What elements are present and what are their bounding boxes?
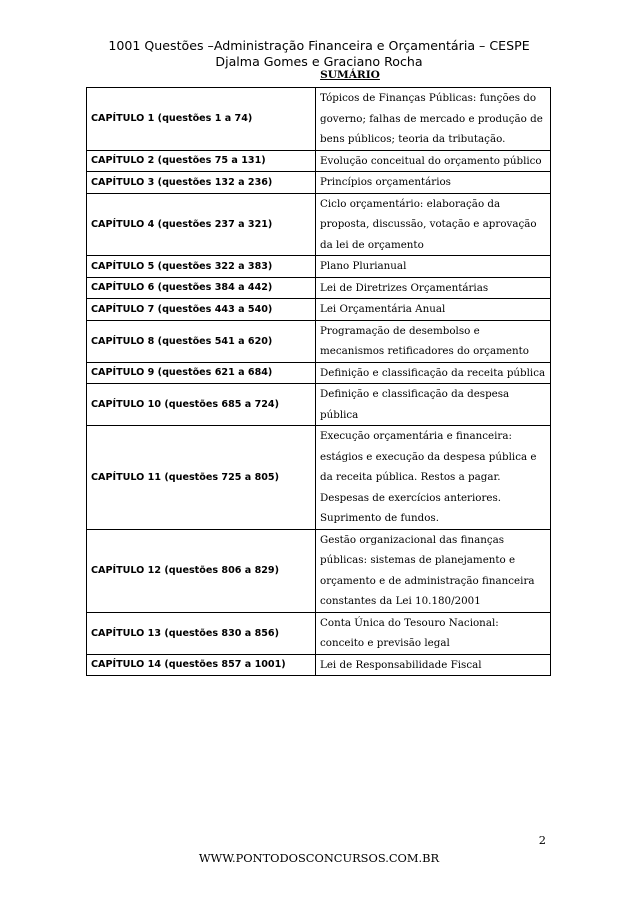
topic-cell: Conta Única do Tesouro Nacional: conceito e previsão legal xyxy=(316,612,551,654)
table-row xyxy=(87,193,551,256)
table-row xyxy=(87,529,551,612)
chapter-cell: CAPÍTULO 3 (questões 132 a 236) xyxy=(87,172,316,194)
chapter-cell: CAPÍTULO 10 (questões 685 a 724) xyxy=(87,384,316,426)
page-title: SUMÁRIO xyxy=(320,69,380,81)
topic-cell: Gestão organizacional das finanças públicas: sistemas de planejamento e orçamento e de administração financeira constantes da Lei 10.180/2001 xyxy=(316,529,551,612)
topic-cell: Lei de Diretrizes Orçamentárias xyxy=(316,277,551,299)
topic-cell: Programação de desembolso e mecanismos retificadores do orçamento xyxy=(316,320,551,362)
chapter-cell: CAPÍTULO 8 (questões 541 a 620) xyxy=(87,320,316,362)
chapter-cell: CAPÍTULO 14 (questões 857 a 1001) xyxy=(87,654,316,676)
chapter-cell: CAPÍTULO 13 (questões 830 a 856) xyxy=(87,612,316,654)
chapter-cell: CAPÍTULO 4 (questões 237 a 321) xyxy=(87,193,316,256)
chapter-cell: CAPÍTULO 6 (questões 384 a 442) xyxy=(87,277,316,299)
chapter-cell: CAPÍTULO 1 (questões 1 a 74) xyxy=(87,88,316,151)
header-line-2: Djalma Gomes e Graciano Rocha xyxy=(215,54,423,69)
topic-cell: Ciclo orçamentário: elaboração da proposta, discussão, votação e aprovação da lei de orçamento xyxy=(316,193,551,256)
table-row xyxy=(87,426,551,530)
topic-cell: Princípios orçamentários xyxy=(316,172,551,194)
topic-cell: Lei de Responsabilidade Fiscal xyxy=(316,654,551,676)
topic-cell: Tópicos de Finanças Públicas: funções do governo; falhas de mercado e produção de bens públicos; teoria da tributação. xyxy=(316,88,551,151)
table-row xyxy=(87,612,551,654)
footer-url: WWW.PONTODOSCONCURSOS.COM.BR xyxy=(198,851,440,865)
chapter-cell: CAPÍTULO 5 (questões 322 a 383) xyxy=(87,256,316,278)
table-row xyxy=(87,654,551,676)
table-row xyxy=(87,277,551,299)
page-number: 2 xyxy=(538,833,546,847)
topic-cell: Lei Orçamentária Anual xyxy=(316,299,551,321)
chapter-cell: CAPÍTULO 2 (questões 75 a 131) xyxy=(87,150,316,172)
table-row xyxy=(87,362,551,384)
topic-cell: Evolução conceitual do orçamento público xyxy=(316,150,551,172)
header-line-1: 1001 Questões –Administração Financeira e Orçamentária – CESPE xyxy=(108,38,530,53)
table-row xyxy=(87,256,551,278)
table-row xyxy=(87,150,551,172)
topic-cell: Plano Plurianual xyxy=(316,256,551,278)
table-row xyxy=(87,88,551,151)
table-row xyxy=(87,172,551,194)
table-row xyxy=(87,320,551,362)
topic-cell: Execução orçamentária e financeira: estágios e execução da despesa pública e da receita pública. Restos a pagar. Despesas de exercícios anteriores. Suprimento de fundos. xyxy=(316,426,551,530)
topic-cell: Definição e classificação da receita pública xyxy=(316,362,551,384)
chapter-cell: CAPÍTULO 9 (questões 621 a 684) xyxy=(87,362,316,384)
chapter-cell: CAPÍTULO 11 (questões 725 a 805) xyxy=(87,426,316,530)
topic-cell: Definição e classificação da despesa pública xyxy=(316,384,551,426)
page-header xyxy=(0,38,638,70)
table-of-contents xyxy=(86,87,551,676)
chapter-cell: CAPÍTULO 12 (questões 806 a 829) xyxy=(87,529,316,612)
chapter-cell: CAPÍTULO 7 (questões 443 a 540) xyxy=(87,299,316,321)
table-row xyxy=(87,299,551,321)
table-row xyxy=(87,384,551,426)
